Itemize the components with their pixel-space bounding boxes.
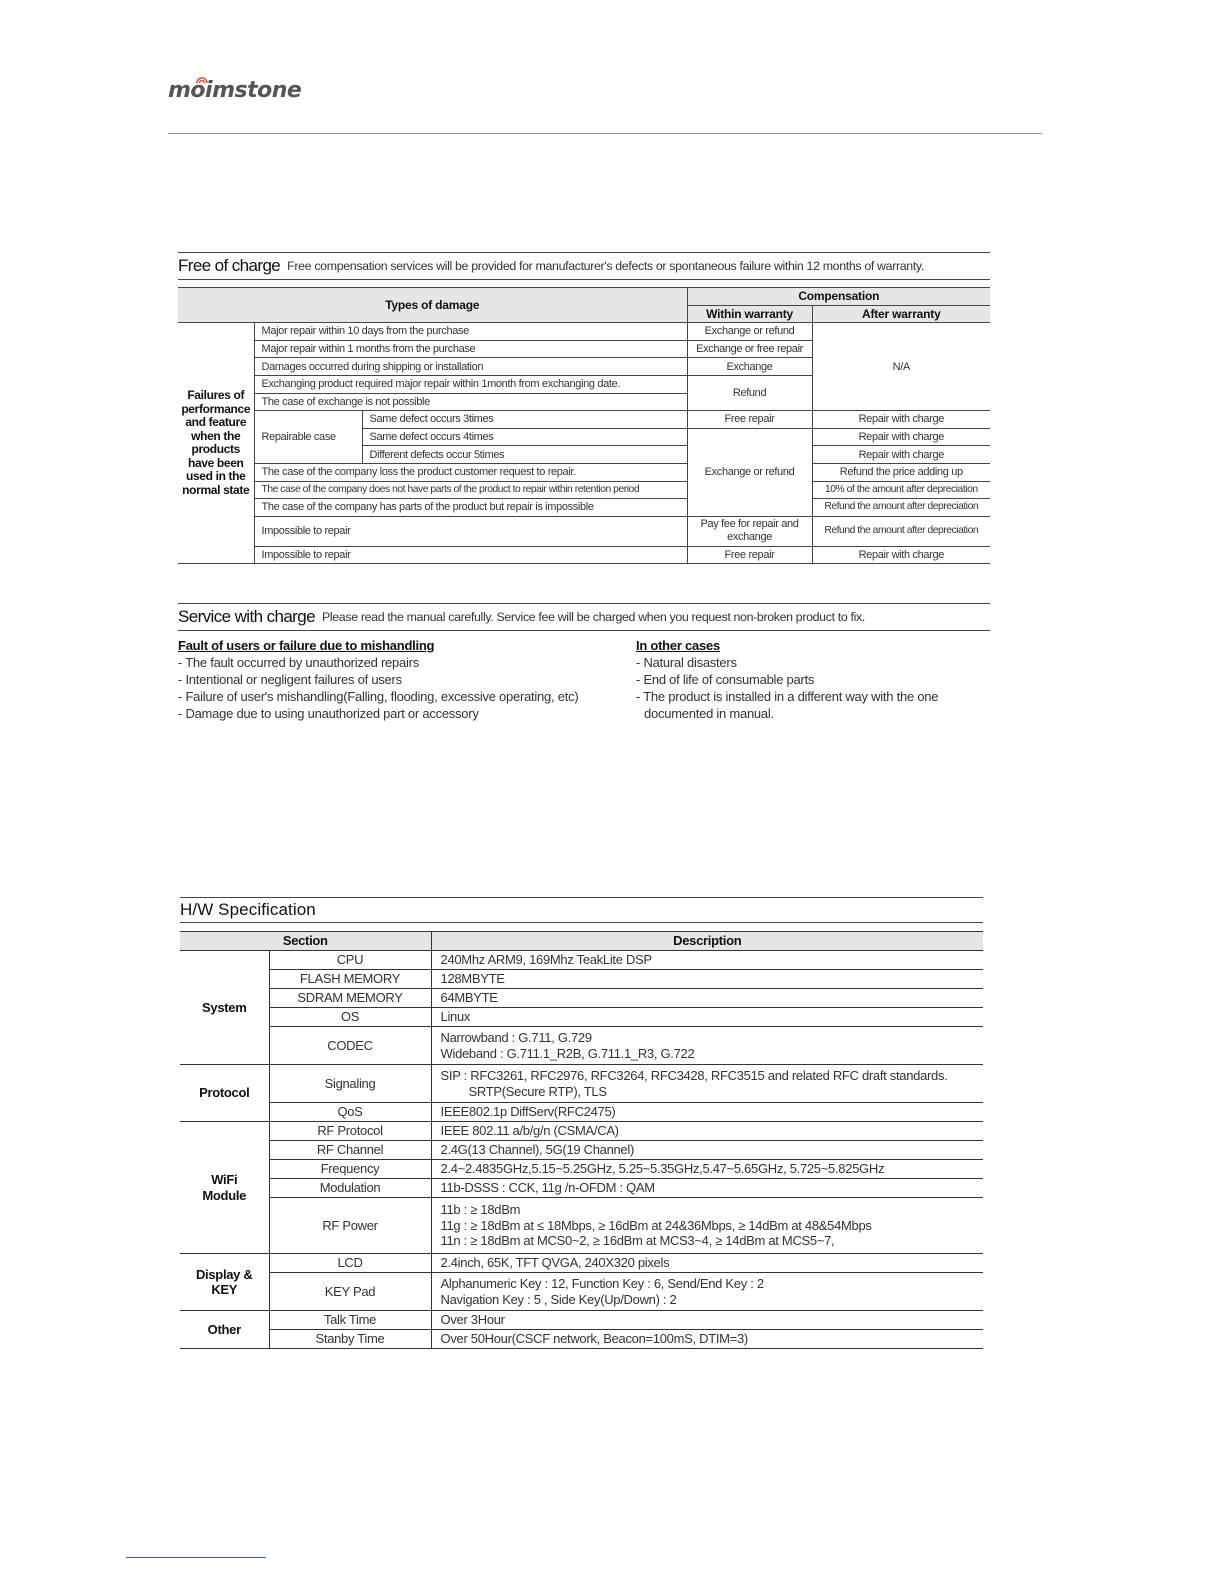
group-other: Other bbox=[180, 1311, 269, 1349]
within-value: Exchange or refund bbox=[687, 323, 812, 341]
after-value: Refund the amount after depreciation bbox=[812, 499, 990, 517]
spec-label: RF Channel bbox=[269, 1141, 431, 1160]
list-item: - The fault occurred by unauthorized repairs bbox=[178, 655, 419, 670]
free-of-charge-description: Free compensation services will be provided for manufacturer's defects or spontaneous failure within 12 months of warranty. bbox=[287, 259, 924, 273]
spec-value: 2.4G(13 Channel), 5G(19 Channel) bbox=[431, 1141, 983, 1160]
table-row bbox=[180, 1179, 983, 1198]
table-row bbox=[180, 951, 983, 970]
signal-waves-icon bbox=[194, 74, 210, 84]
free-of-charge-banner bbox=[178, 252, 990, 280]
spec-value: 240Mhz ARM9, 169Mhz TeakLite DSP bbox=[431, 951, 983, 970]
damage-type: Exchanging product required major repair within 1month from exchanging date. bbox=[254, 375, 687, 393]
table-row bbox=[178, 546, 990, 564]
other-cases-list bbox=[636, 637, 990, 722]
within-value: Exchange or free repair bbox=[687, 340, 812, 358]
spec-label: Signaling bbox=[269, 1065, 431, 1103]
within-value: Free repair bbox=[687, 546, 812, 564]
user-fault-list bbox=[178, 637, 628, 722]
free-of-charge-title: Free of charge bbox=[178, 256, 281, 275]
table-row bbox=[180, 1122, 983, 1141]
spec-label: CODEC bbox=[269, 1027, 431, 1065]
group-protocol: Protocol bbox=[180, 1065, 269, 1122]
exchange-or-refund-value: Exchange or refund bbox=[687, 428, 812, 516]
table-row bbox=[178, 323, 990, 341]
spec-line: Alphanumeric Key : 12, Function Key : 6, Send/End Key : 2 bbox=[440, 1276, 764, 1291]
table-row bbox=[178, 411, 990, 429]
list-item: documented in manual. bbox=[644, 706, 774, 721]
spec-label: QoS bbox=[269, 1103, 431, 1122]
spec-value bbox=[431, 1198, 983, 1254]
list-item: - Intentional or negligent failures of users bbox=[178, 672, 402, 687]
warranty-table bbox=[178, 287, 990, 564]
after-value: Refund the amount after depreciation bbox=[812, 516, 990, 546]
table-row bbox=[180, 1160, 983, 1179]
hw-spec-title: H/W Specification bbox=[180, 900, 316, 919]
table-row bbox=[180, 1311, 983, 1330]
within-value: Pay fee for repair and exchange bbox=[687, 516, 812, 546]
spec-value: Linux bbox=[431, 1008, 983, 1027]
group-display: Display & KEY bbox=[180, 1254, 269, 1311]
table-row bbox=[180, 1273, 983, 1311]
damage-type: Major repair within 1 months from the purchase bbox=[254, 340, 687, 358]
damage-type: Different defects occur 5times bbox=[362, 446, 687, 464]
table-row bbox=[180, 989, 983, 1008]
logo-text: moimstone bbox=[168, 78, 302, 103]
na-value: N/A bbox=[812, 323, 990, 411]
table-row bbox=[180, 1141, 983, 1160]
table-row bbox=[180, 1065, 983, 1103]
damage-type: Impossible to repair bbox=[254, 546, 687, 564]
spec-label: KEY Pad bbox=[269, 1273, 431, 1311]
brand-logo bbox=[168, 78, 301, 103]
spec-label: RF Power bbox=[269, 1198, 431, 1254]
spec-value: Over 3Hour bbox=[431, 1311, 983, 1330]
spec-label: OS bbox=[269, 1008, 431, 1027]
spec-label: LCD bbox=[269, 1254, 431, 1273]
failures-label: Failures of performance and feature when the products have been used in the normal state bbox=[178, 323, 254, 564]
compensation-header: Compensation bbox=[687, 288, 990, 306]
damage-type: Same defect occurs 3times bbox=[362, 411, 687, 429]
spec-label: Stanby Time bbox=[269, 1330, 431, 1349]
spec-line: 11n : ≥ 18dBm at MCS0~2, ≥ 16dBm at MCS3~4, ≥ 14dBm at MCS5~7, bbox=[440, 1233, 835, 1249]
hw-spec-table bbox=[180, 931, 983, 1349]
after-value: Repair with charge bbox=[812, 546, 990, 564]
after-value: Repair with charge bbox=[812, 446, 990, 464]
spec-line: Navigation Key : 5 , Side Key(Up/Down) : 2 bbox=[440, 1291, 677, 1307]
refund-value: Refund bbox=[687, 375, 812, 410]
within-warranty-header: Within warranty bbox=[687, 305, 812, 323]
damage-type: The case of the company loss the product customer request to repair. bbox=[254, 463, 687, 481]
table-row bbox=[178, 499, 990, 517]
section-header: Section bbox=[180, 932, 431, 951]
spec-line: SRTP(Secure RTP), TLS bbox=[468, 1083, 607, 1099]
spec-value: 11b-DSSS : CCK, 11g /n-OFDM : QAM bbox=[431, 1179, 983, 1198]
spec-value bbox=[431, 1065, 983, 1103]
damage-type: The case of the company does not have parts of the product to repair within retention period bbox=[254, 481, 687, 499]
spec-label: RF Protocol bbox=[269, 1122, 431, 1141]
table-row bbox=[178, 463, 990, 481]
spec-value: 2.4~2.4835GHz,5.15~5.25GHz, 5.25~5.35GHz,5.47~5.65GHz, 5.725~5.825GHz bbox=[431, 1160, 983, 1179]
service-with-charge-title: Service with charge bbox=[178, 607, 315, 626]
list-item: - End of life of consumable parts bbox=[636, 672, 815, 687]
spec-value bbox=[431, 1027, 983, 1065]
description-header: Description bbox=[431, 932, 983, 951]
after-value: Repair with charge bbox=[812, 411, 990, 429]
spec-value: 64MBYTE bbox=[431, 989, 983, 1008]
spec-label: Modulation bbox=[269, 1179, 431, 1198]
table-row bbox=[180, 1008, 983, 1027]
after-warranty-header: After warranty bbox=[812, 305, 990, 323]
damage-type: The case of exchange is not possible bbox=[254, 393, 687, 411]
table-row bbox=[180, 1027, 983, 1065]
service-with-charge-banner bbox=[178, 603, 990, 631]
table-row bbox=[178, 516, 990, 546]
spec-label: FLASH MEMORY bbox=[269, 970, 431, 989]
spec-value: Over 50Hour(CSCF network, Beacon=100mS, DTIM=3) bbox=[431, 1330, 983, 1349]
table-row bbox=[180, 1103, 983, 1122]
after-value: Refund the price adding up bbox=[812, 463, 990, 481]
spec-line: SIP : RFC3261, RFC2976, RFC3264, RFC3428, RFC3515 and related RFC draft standards. bbox=[440, 1068, 948, 1083]
group-wifi: WiFi Module bbox=[180, 1122, 269, 1254]
spec-line: 11b : ≥ 18dBm bbox=[440, 1202, 521, 1218]
within-value: Free repair bbox=[687, 411, 812, 429]
spec-line: Wideband : G.711.1_R2B, G.711.1_R3, G.722 bbox=[440, 1045, 695, 1061]
types-of-damage-header: Types of damage bbox=[178, 288, 687, 323]
damage-type: Damages occurred during shipping or installation bbox=[254, 358, 687, 376]
service-with-charge-description: Please read the manual carefully. Service fee will be charged when you request non-broken product to fix. bbox=[321, 610, 865, 624]
table-row bbox=[180, 1330, 983, 1349]
after-value: Repair with charge bbox=[812, 428, 990, 446]
table-row bbox=[180, 1254, 983, 1273]
spec-value bbox=[431, 1273, 983, 1311]
table-row bbox=[178, 481, 990, 499]
spec-value: IEEE 802.11 a/b/g/n (CSMA/CA) bbox=[431, 1122, 983, 1141]
damage-type: Same defect occurs 4times bbox=[362, 428, 687, 446]
after-value: 10% of the amount after depreciation bbox=[812, 481, 990, 499]
list-item: - Damage due to using unauthorized part or accessory bbox=[178, 706, 479, 721]
spec-label: SDRAM MEMORY bbox=[269, 989, 431, 1008]
spec-label: Talk Time bbox=[269, 1311, 431, 1330]
table-row bbox=[180, 1198, 983, 1254]
user-fault-heading: Fault of users or failure due to mishandling bbox=[178, 638, 435, 653]
group-system: System bbox=[180, 951, 269, 1065]
spec-value: 128MBYTE bbox=[431, 970, 983, 989]
header-divider bbox=[168, 133, 1042, 134]
within-value: Exchange bbox=[687, 358, 812, 376]
spec-value: 2.4inch, 65K, TFT QVGA, 240X320 pixels bbox=[431, 1254, 983, 1273]
damage-type: Impossible to repair bbox=[254, 516, 687, 546]
damage-type: Major repair within 10 days from the purchase bbox=[254, 323, 687, 341]
table-row bbox=[180, 970, 983, 989]
list-item: - Failure of user's mishandling(Falling, flooding, excessive operating, etc) bbox=[178, 689, 579, 704]
damage-type: The case of the company has parts of the product but repair is impossible bbox=[254, 499, 687, 517]
spec-label: CPU bbox=[269, 951, 431, 970]
spec-line: Narrowband : G.711, G.729 bbox=[440, 1030, 592, 1045]
list-item: - The product is installed in a different way with the one bbox=[636, 689, 939, 704]
spec-label: Frequency bbox=[269, 1160, 431, 1179]
footer-link-underline[interactable] bbox=[126, 1557, 266, 1558]
hw-spec-banner bbox=[180, 897, 983, 923]
other-cases-heading: In other cases bbox=[636, 638, 720, 653]
list-item: - Natural disasters bbox=[636, 655, 737, 670]
repairable-case-label: Repairable case bbox=[254, 411, 362, 464]
spec-value: IEEE802.1p DiffServ(RFC2475) bbox=[431, 1103, 983, 1122]
spec-line: 11g : ≥ 18dBm at ≤ 18Mbps, ≥ 16dBm at 24&36Mbps, ≥ 14dBm at 48&54Mbps bbox=[440, 1217, 872, 1233]
